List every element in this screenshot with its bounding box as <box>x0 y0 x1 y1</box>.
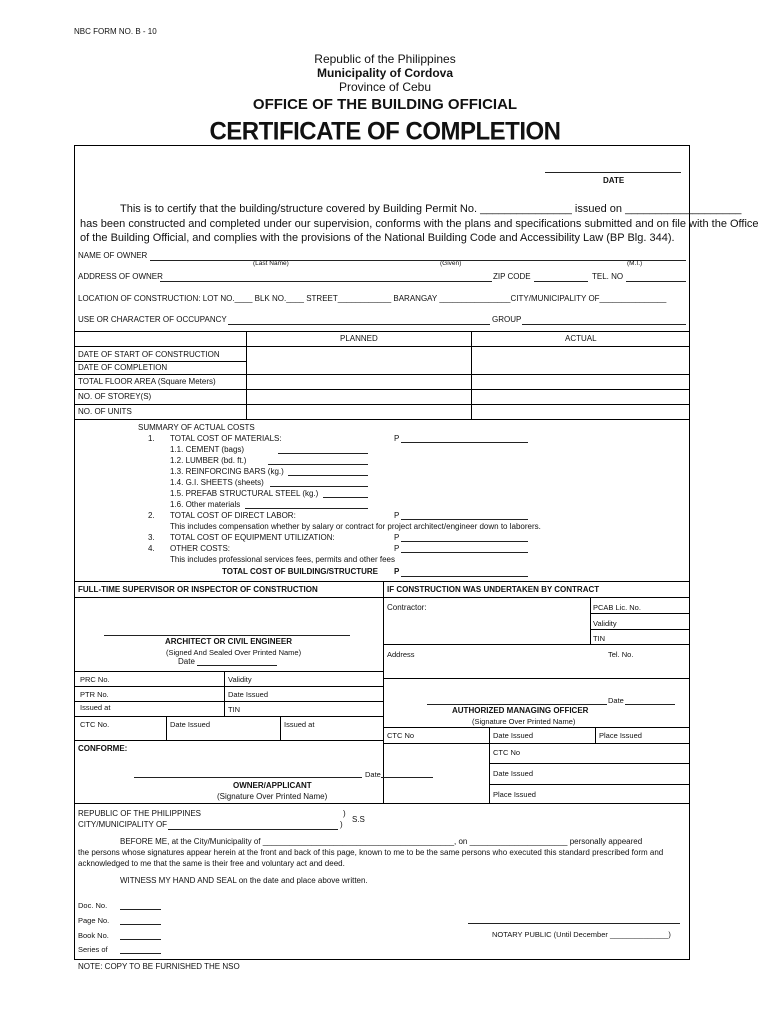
footer-note: NOTE: COPY TO BE FURNISHED THE NSO <box>78 962 240 971</box>
rebar-field[interactable] <box>288 475 368 476</box>
cost-summary-heading: SUMMARY OF ACTUAL COSTS <box>138 423 255 432</box>
officer-place-issued-label: Place Issued <box>599 731 642 740</box>
notary-public-caption: NOTARY PUBLIC (Until December ______________) <box>492 930 671 939</box>
materials-field[interactable] <box>401 442 528 443</box>
row-floor-area: TOTAL FLOOR AREA (Square Meters) <box>78 377 216 386</box>
province-heading: Province of Cebu <box>338 80 432 94</box>
total-cost-field[interactable] <box>401 576 528 577</box>
conforme-ctc-label: CTC No <box>493 748 521 757</box>
cost-num-1: 1. <box>148 434 155 443</box>
notary-city-field[interactable] <box>168 829 338 830</box>
equipment-peso: P <box>394 533 400 542</box>
supervisor-date-field[interactable] <box>197 665 277 666</box>
gi-sheets-label: 1.4. G.I. SHEETS (sheets) <box>170 478 264 487</box>
form-number: NBC FORM NO. B - 10 <box>74 27 157 36</box>
owner-address-label: ADDRESS OF OWNER <box>78 272 163 281</box>
officer-signature-caption: (Signature Over Printed Name) <box>472 717 576 726</box>
notary-before-line-2: the persons whose signatures appear herein at the front and back of this page, known to me to be the same persons who executed this standard prescribed form and <box>78 848 664 857</box>
occupancy-label: USE OR CHARACTER OF OCCUPANCY <box>78 315 227 324</box>
other-costs-label: OTHER COSTS: <box>170 544 231 553</box>
officer-title: AUTHORIZED MANAGING OFFICER <box>452 706 589 715</box>
page-no-field[interactable] <box>120 924 161 925</box>
notary-before-line-3: acknowledged to me that the same is their free and voluntary act and deed. <box>78 859 345 868</box>
materials-peso: P <box>394 434 400 443</box>
tel-label: TEL. NO <box>592 272 624 281</box>
cement-field[interactable] <box>278 453 368 454</box>
lumber-label: 1.2. LUMBER (bd. ft.) <box>170 456 247 465</box>
zip-label: ZIP CODE <box>493 272 531 281</box>
owner-address-field[interactable] <box>160 281 492 282</box>
ptr-date-label: Date Issued <box>228 690 269 699</box>
supervisor-date-label: Date <box>178 657 195 666</box>
owner-name-field[interactable] <box>150 260 686 261</box>
notary-paren-2: ) <box>340 820 343 829</box>
mi-caption: (M.I.) <box>627 260 643 267</box>
certify-line-1: This is to certify that the building/structure covered by Building Permit No. _______________ issued on ___________________ <box>120 203 742 215</box>
row-units: NO. OF UNITS <box>78 407 132 416</box>
rebar-label: 1.3. REINFORCING BARS (kg.) <box>170 467 284 476</box>
doc-no-field[interactable] <box>120 909 161 910</box>
other-costs-note: This includes professional services fees, permits and other fees <box>170 555 395 564</box>
notary-signature-line[interactable] <box>468 923 680 924</box>
other-materials-label: 1.6. Other materials <box>170 500 241 509</box>
supervisor-ctc-label: CTC No. <box>80 720 110 729</box>
notary-republic: REPUBLIC OF THE PHILIPPINES <box>78 809 201 818</box>
planned-header: PLANNED <box>340 334 378 343</box>
row-storeys: NO. OF STOREY(S) <box>78 392 152 401</box>
supervisor-ctc-place-label: Issued at <box>284 720 315 729</box>
pcab-label: PCAB Lic. No. <box>593 603 641 612</box>
supervisor-tin-label: TIN <box>228 705 241 714</box>
gi-sheets-field[interactable] <box>270 486 368 487</box>
issued-at-label: Issued at <box>80 703 111 712</box>
cost-num-2: 2. <box>148 511 155 520</box>
contractor-label: Contractor: <box>387 603 427 612</box>
certify-line-2: has been constructed and completed under our supervision, conforms with the plans and specifications submitted and on file with the Office <box>80 218 759 230</box>
total-cost-peso: P <box>394 567 400 576</box>
supervisor-ctc-date-label: Date Issued <box>170 720 211 729</box>
cost-num-4: 4. <box>148 544 155 553</box>
given-name-caption: (Given) <box>440 260 462 267</box>
zip-field[interactable] <box>534 281 588 282</box>
municipality-heading: Municipality of Cordova <box>316 66 453 80</box>
page-title: CERTIFICATE OF COMPLETION <box>209 117 561 146</box>
notary-paren-1: ) <box>343 809 346 818</box>
row-completion: DATE OF COMPLETION <box>78 363 168 372</box>
equipment-label: TOTAL COST OF EQUIPMENT UTILIZATION: <box>170 533 335 542</box>
owner-signature-caption: (Signature Over Printed Name) <box>217 792 328 801</box>
cement-label: 1.1. CEMENT (bags) <box>170 445 245 454</box>
occupancy-field[interactable] <box>228 324 490 325</box>
prefab-field[interactable] <box>323 497 368 498</box>
prc-validity-label: Validity <box>228 675 252 684</box>
date-line[interactable] <box>545 172 681 173</box>
book-no-label: Book No. <box>78 931 109 940</box>
contract-tel-label: Tel. No. <box>608 650 634 659</box>
total-cost-label: TOTAL COST OF BUILDING/STRUCTURE <box>222 567 378 576</box>
other-materials-field[interactable] <box>245 508 368 509</box>
contract-tin-label: TIN <box>593 634 606 643</box>
owner-signature-line[interactable] <box>134 777 362 778</box>
conforme-label: CONFORME: <box>78 744 128 753</box>
materials-label: TOTAL COST OF MATERIALS: <box>170 434 282 443</box>
location-line: LOCATION OF CONSTRUCTION: LOT NO.____ BLK NO.____ STREET____________ BARANGAY ________________CITY/MUNICIPALITY OF_______________ <box>78 294 667 303</box>
owner-applicant-title: OWNER/APPLICANT <box>233 781 312 790</box>
page-no-label: Page No. <box>78 916 110 925</box>
supervisor-signed-caption: (Signed And Sealed Over Printed Name) <box>166 648 302 657</box>
supervisor-signature-line[interactable] <box>104 635 350 636</box>
prc-label: PRC No. <box>80 675 110 684</box>
office-heading: OFFICE OF THE BUILDING OFFICIAL <box>252 96 518 113</box>
series-field[interactable] <box>120 953 161 954</box>
contract-header: IF CONSTRUCTION WAS UNDERTAKEN BY CONTRACT <box>387 585 600 594</box>
last-name-caption: (Last Name) <box>253 260 289 267</box>
tel-field[interactable] <box>626 281 686 282</box>
cost-num-3: 3. <box>148 533 155 542</box>
supervisor-title: ARCHITECT OR CIVIL ENGINEER <box>165 637 292 646</box>
labor-field[interactable] <box>401 519 528 520</box>
doc-no-label: Doc. No. <box>78 901 108 910</box>
labor-peso: P <box>394 511 400 520</box>
certify-line-3: of the Building Official, and complies with the provisions of the National Building Code and Accessibility Law (BP Blg. 344). <box>80 232 675 244</box>
officer-date-issued-label: Date Issued <box>493 731 534 740</box>
officer-ctc-label: CTC No <box>387 731 415 740</box>
labor-note: This includes compensation whether by salary or contract for project architect/engineer down to laborers. <box>170 522 541 531</box>
book-no-field[interactable] <box>120 939 161 940</box>
contract-address-label: Address <box>387 650 415 659</box>
date-label: DATE <box>603 176 625 185</box>
labor-label: TOTAL COST OF DIRECT LABOR: <box>170 511 296 520</box>
notary-before-line-1: BEFORE ME, at the City/Municipality of ___________________________________________, on ______________________ personally appeared <box>120 837 643 846</box>
contract-validity-label: Validity <box>593 619 617 628</box>
lumber-field[interactable] <box>268 464 368 465</box>
supervisor-header: FULL-TIME SUPERVISOR OR INSPECTOR OF CONSTRUCTION <box>78 585 318 594</box>
conforme-place-issued-label: Place Issued <box>493 790 536 799</box>
actual-header: ACTUAL <box>565 334 597 343</box>
officer-date-field[interactable] <box>625 704 675 705</box>
notary-city-label: CITY/MUNICIPALITY OF <box>78 820 168 829</box>
conforme-date-field[interactable] <box>381 777 433 778</box>
other-costs-peso: P <box>394 544 400 553</box>
officer-date-label: Date <box>608 696 624 705</box>
republic-heading: Republic of the Philippines <box>314 52 456 66</box>
conforme-date-issued-label: Date Issued <box>493 769 534 778</box>
conforme-date-label: Date <box>365 770 381 779</box>
group-label: GROUP <box>492 315 522 324</box>
ptr-label: PTR No. <box>80 690 109 699</box>
notary-witness: WITNESS MY HAND AND SEAL on the date and place above written. <box>120 876 368 885</box>
notary-ss: S.S <box>352 815 365 824</box>
owner-name-label: NAME OF OWNER <box>78 251 148 260</box>
series-label: Series of <box>78 945 108 954</box>
officer-signature-line[interactable] <box>427 704 607 705</box>
other-costs-field[interactable] <box>401 552 528 553</box>
equipment-field[interactable] <box>401 541 528 542</box>
group-field[interactable] <box>522 324 686 325</box>
row-start-construction: DATE OF START OF CONSTRUCTION <box>78 350 220 359</box>
prefab-label: 1.5. PREFAB STRUCTURAL STEEL (kg.) <box>170 489 319 498</box>
